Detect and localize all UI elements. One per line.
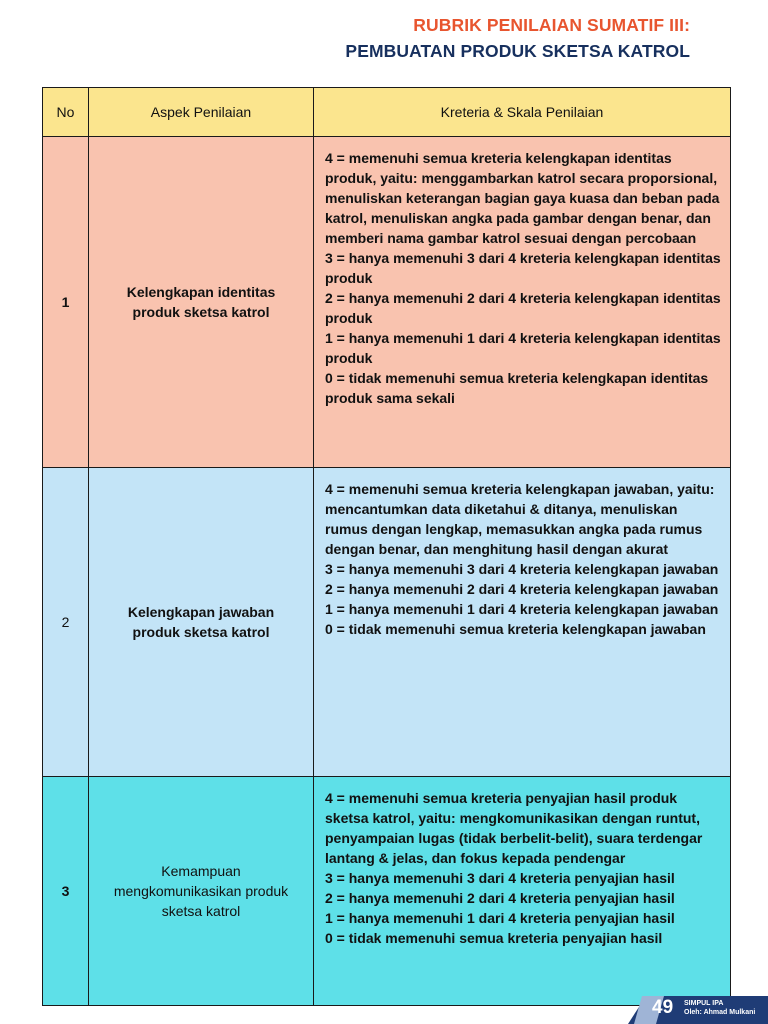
criteria-line: 3 = hanya memenuhi 3 dari 4 kreteria kelengkapan jawaban (325, 561, 719, 577)
row-kriteria (314, 468, 731, 777)
header-aspek: Aspek Penilaian (89, 88, 314, 137)
table-row (43, 468, 731, 777)
brand-author: Oleh: Ahmad Mulkani (684, 1009, 756, 1016)
criteria-line: 0 = tidak memenuhi semua kreteria kelengkapan identitas produk sama sekali (325, 370, 709, 406)
table-row (43, 137, 731, 468)
row-number: 3 (43, 777, 89, 1006)
row-number: 1 (43, 137, 89, 468)
row-aspek: Kemampuan mengkomunikasikan produk sketsa katrol (89, 777, 314, 1006)
rubric-title: RUBRIK PENILAIAN SUMATIF III: (413, 15, 690, 35)
criteria-line: 2 = hanya memenuhi 2 dari 4 kreteria kelengkapan jawaban (325, 581, 719, 597)
header-no: No (43, 88, 89, 137)
page-number: 49 (652, 997, 674, 1018)
criteria-line: 0 = tidak memenuhi semua kreteria kelengkapan jawaban (325, 621, 706, 637)
row-kriteria (314, 777, 731, 1006)
brand-name: SIMPUL IPA (684, 1000, 724, 1007)
row-number: 2 (43, 468, 89, 777)
criteria-line: 1 = hanya memenuhi 1 dari 4 kreteria kelengkapan identitas produk (325, 330, 721, 366)
criteria-line: 4 = memenuhi semua kreteria kelengkapan identitas produk, yaitu: menggambarkan katrol secara proporsional, menuliskan keterangan bagian gaya kuasa dan beban pada katrol, menuliskan angka pada gambar dengan benar, dan memberi nama gambar katrol sesuai dengan percobaan (325, 150, 720, 246)
criteria-line: 3 = hanya memenuhi 3 dari 4 kreteria penyajian hasil (325, 870, 675, 886)
table-row (43, 777, 731, 1006)
criteria-line: 1 = hanya memenuhi 1 dari 4 kreteria penyajian hasil (325, 910, 675, 926)
row-aspek: Kelengkapan identitas produk sketsa katrol (89, 137, 314, 468)
page-footer (628, 996, 768, 1024)
criteria-line: 4 = memenuhi semua kreteria kelengkapan jawaban, yaitu: mencantumkan data diketahui & ditanya, menuliskan rumus dengan lengkap, memasukkan angka pada rumus dengan benar, dan menghitung hasil dengan akurat (325, 481, 715, 557)
rubric-table (42, 87, 731, 1006)
rubric-subtitle: PEMBUATAN PRODUK SKETSA KATROL (345, 41, 690, 61)
footer-brand (684, 999, 755, 1017)
criteria-line: 1 = hanya memenuhi 1 dari 4 kreteria kelengkapan jawaban (325, 601, 719, 617)
criteria-line: 2 = hanya memenuhi 2 dari 4 kreteria penyajian hasil (325, 890, 675, 906)
header-kriteria: Kreteria & Skala Penilaian (314, 88, 731, 137)
row-kriteria (314, 137, 731, 468)
table-header-row (43, 88, 731, 137)
criteria-line: 4 = memenuhi semua kreteria penyajian hasil produk sketsa katrol, yaitu: mengkomunikasikan dengan runtut, penyampaian lugas (tidak berbelit-belit), suara terdengar lantang & jelas, dan fokus kepada pendengar (325, 790, 703, 866)
criteria-line: 2 = hanya memenuhi 2 dari 4 kreteria kelengkapan identitas produk (325, 290, 721, 326)
criteria-line: 0 = tidak memenuhi semua kreteria penyajian hasil (325, 930, 663, 946)
row-aspek: Kelengkapan jawaban produk sketsa katrol (89, 468, 314, 777)
criteria-line: 3 = hanya memenuhi 3 dari 4 kreteria kelengkapan identitas produk (325, 250, 721, 286)
